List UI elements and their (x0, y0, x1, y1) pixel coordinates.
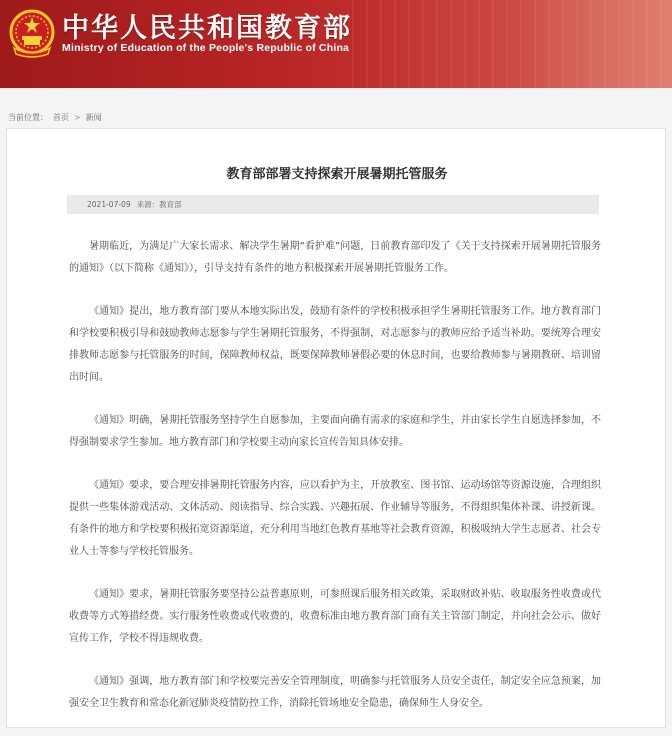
article-paragraph: 《通知》要求，要合理安排暑期托管服务内容，应以看护为主，开放教室、图书馆、运动场馆等资源设施，合理组织提供一些集体游戏活动、文体活动、阅读指导、综合实践、兴趣拓展、作业辅导等服务，不得组织集体补课、讲授新课。有条件的地方和学校要积极拓宽资源渠道，充分利用当地红色教育基地等社会教育资源，积极吸纳大学生志愿者、社会专业人士等参与学校托管服务。 (69, 480, 601, 557)
site-header (0, 0, 672, 88)
article-paragraph: 《通知》明确，暑期托管服务坚持学生自愿参加，主要面向确有需求的家庭和学生，并由家长学生自愿选择参加，不得强制要求学生参加。地方教育部门和学校要主动向家长宣传告知具体安排。 (69, 415, 601, 448)
article-paragraph: 《通知》提出，地方教育部门要从本地实际出发，鼓励有条件的学校积极承担学生暑期托管服务工作。地方教育部门和学校要积极引导和鼓励教师志愿参与学生暑期托管服务，不得强制，对志愿参与的教师应给予适当补助。要统筹合理安排教师志愿参与托管服务的时间，保障教师权益，既要保障教师暑假必要的休息时间，也要给教师参与暑期教研、培训留出时间。 (69, 306, 601, 383)
article-paragraph: 《通知》要求，暑期托管服务要坚持公益普惠原则，可参照课后服务相关政策，采取财政补贴、收取服务性收费或代收费等方式筹措经费。实行服务性收费或代收费的，收费标准由地方教育部门商有关主管部门制定，并向社会公示、做好宣传工作，学校不得违规收费。 (69, 589, 601, 644)
national-emblem-icon[interactable] (8, 8, 56, 58)
article-source-label: 来源： (136, 200, 160, 209)
article-paragraph: 暑期临近，为满足广大家长需求、解决学生暑期“看护难”问题，日前教育部印发了《关于支持探索开展暑期托管服务的通知》（以下简称《通知》），引导支持有条件的地方积极探索开展暑期托管服务工作。 (69, 241, 601, 274)
breadcrumb-label: 当前位置： (8, 112, 48, 122)
site-title[interactable]: 中华人民共和国教育部 (62, 13, 352, 44)
breadcrumb-news-link[interactable]: 新闻 (85, 112, 102, 122)
article-panel (6, 128, 666, 728)
breadcrumb-home-link[interactable]: 首页 (53, 112, 69, 122)
article-date: 2021-07-09 (87, 200, 131, 209)
site-subtitle: Ministry of Education of the People's Republic of China (62, 42, 350, 54)
chevron-right-icon: > (74, 112, 81, 122)
article-body (69, 236, 601, 736)
article-title: 教育部部署支持探索开展暑期托管服务 (226, 167, 448, 182)
article-paragraph: 《通知》强调，地方教育部门和学校要完善安全管理制度，明确参与托管服务人员安全责任，制定安全应急预案，加强安全卫生教育和常态化新冠肺炎疫情防控工作，消除托管场地安全隐患，确保师生人身安全。 (69, 676, 601, 709)
header-decoration (352, 0, 672, 88)
article-source: 教育部 (159, 200, 182, 209)
breadcrumb (0, 88, 672, 128)
article-meta (67, 195, 599, 214)
